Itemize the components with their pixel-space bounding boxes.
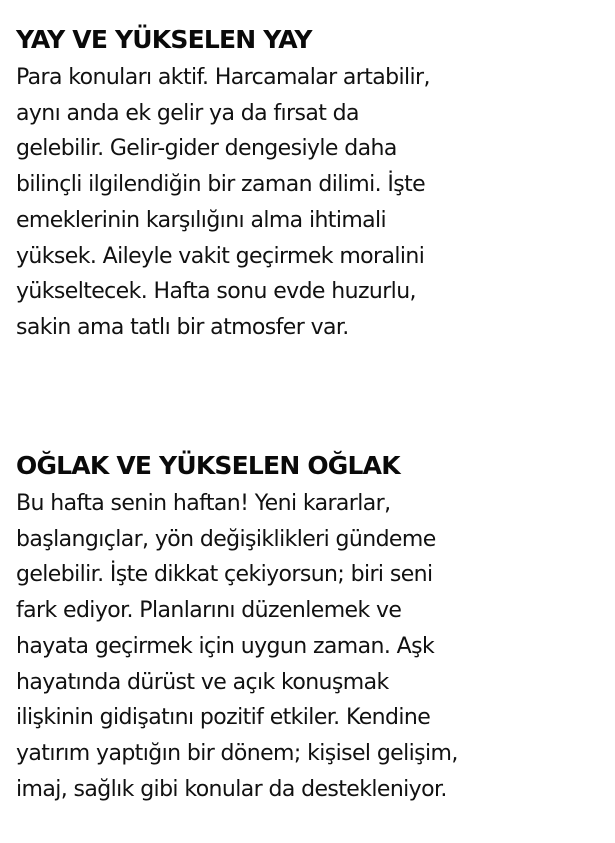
body-line: hayatında dürüst ve açık konuşmak [16,669,389,695]
horoscope-section-sagittarius [16,20,608,346]
body-line: bilinçli ilgilendiğin bir zaman dilimi. İşte [16,172,426,198]
section-body [16,60,608,346]
body-line: fark ediyor. Planlarını düzenlemek ve [16,598,402,624]
body-line: gelebilir. İşte dikkat çekiyorsun; biri seni [16,562,433,588]
body-line: emeklerinin karşılığını alma ihtimali [16,207,387,233]
body-line: Bu hafta senin haftan! Yeni kararlar, [16,491,391,516]
body-line: Para konuları aktif. Harcamalar artabilir, [16,65,430,90]
body-line: sakin ama tatlı bir atmosfer var. [16,314,349,340]
body-line: aynı anda ek gelir ya da fırsat da [16,100,359,126]
body-line: başlangıçlar, yön değişiklikleri gündeme [16,526,436,552]
section-heading: OĞLAK VE YÜKSELEN OĞLAK [16,451,400,480]
body-line: gelebilir. Gelir-gider dengesiyle daha [16,136,397,162]
body-line: yatırım yaptığın bir dönem; kişisel gelişim, [16,740,458,766]
body-line: imaj, sağlık gibi konular da destekleniyor. [16,776,447,802]
body-line: yükseltecek. Hafta sonu evde huzurlu, [16,279,416,305]
body-line: ilişkinin gidişatını pozitif etkiler. Kendine [16,705,431,731]
section-body [16,486,608,807]
body-line: hayata geçirmek için uygun zaman. Aşk [16,633,435,659]
body-line: yüksek. Aileyle vakit geçirmek moralini [16,243,425,269]
section-heading: YAY VE YÜKSELEN YAY [16,25,312,54]
horoscope-section-capricorn [16,446,608,807]
